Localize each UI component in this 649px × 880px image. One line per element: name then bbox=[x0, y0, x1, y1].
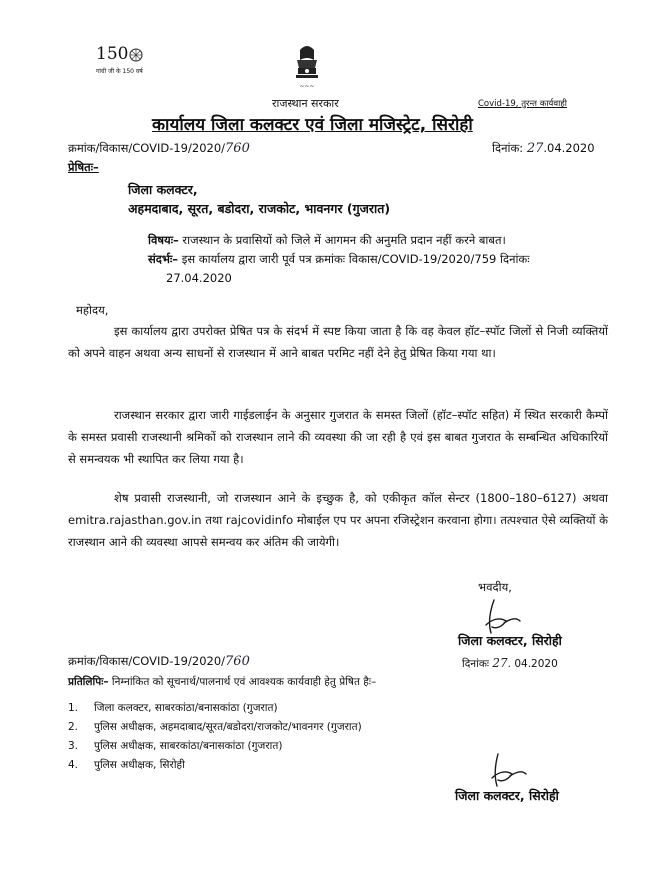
reference-line bbox=[148, 252, 530, 267]
copy-date-label: दिनांकः bbox=[462, 658, 490, 670]
body-paragraph-2: राजस्थान सरकार द्वारा जारी गाईडलाईन के अनुसार गुजरात के समस्त जिलों (हॉट–स्पॉट सहित) में स्थित सरकारी कैम्पों के समस्त प्रवासी राजस्थानी श्रमिकों को राजस्थान लाने की व्यवस्था की जा रही है एवं इस बाबत गुजरात के सम्बन्धित अधिकारियों से समन्वयक भी स्थापित कर लिया गया है। bbox=[68, 408, 608, 466]
date-label: दिनांक: bbox=[492, 141, 524, 155]
list-item: 4. पुलिस अधीक्षक, सिरोही bbox=[68, 759, 185, 771]
covid-tag: Covid-19, तुरन्त कार्यवाही bbox=[478, 99, 567, 109]
copy-ref-number bbox=[68, 654, 250, 669]
list-item: 2. पुलिस अधीक्षक, अहमदाबाद/सूरत/बडोदरा/राजकोट/भावनगर (गुजरात) bbox=[68, 721, 362, 733]
signature-2 bbox=[484, 752, 532, 792]
reference-label: संदर्भः– bbox=[148, 252, 179, 266]
ref-handwritten-number: 760 bbox=[225, 141, 250, 156]
subject-text: राजस्थान के प्रवासियों को जिले में आगमन की अनुमति प्रदान नहीं करने बाबत। bbox=[178, 233, 506, 247]
closing-signatory: जिला कलक्टर, सिरोही bbox=[458, 633, 562, 648]
recipient-line1: जिला कलक्टर, bbox=[128, 182, 198, 197]
body-paragraph-3: शेष प्रवासी राजस्थानी, जो राजस्थान आने के इच्छुक है, को एकीकृत कॉल सेन्टर (1800–180–6127) अथवा emitra.rajasthan.gov.in तथा rajcovidinfo मोबाईल एप पर अपना रजिस्ट्रेशन करवाना होगा। तत्पश्चात ऐसे व्यक्तियों के राजस्थान आने की व्यवस्था आपसे समन्वय कर अंतिम की जायेगी। bbox=[68, 491, 608, 549]
salutation: महोदय, bbox=[76, 303, 109, 317]
subject-label: विषयः– bbox=[148, 233, 179, 247]
ref-prefix: क्रमांक/विकास/COVID-19/2020/ bbox=[68, 141, 226, 155]
recipient-line2: अहमदाबाद, सूरत, बडोदरा, राजकोट, भावनगर (गुजरात) bbox=[128, 201, 391, 216]
pratilipi-text: निम्नांकित को सूचनार्थ/पालनार्थ एवं आवश्यक कार्यवाही हेतु प्रेषित हैः– bbox=[108, 676, 377, 688]
date-handwritten-day: 27 bbox=[526, 141, 544, 156]
pratilipi-line bbox=[68, 675, 376, 689]
date-rest: .04.2020 bbox=[543, 141, 595, 155]
ref-date bbox=[492, 141, 595, 156]
copy-date-handwritten-day: 27 bbox=[492, 656, 508, 670]
bhavdiya: भवदीय, bbox=[478, 580, 512, 594]
copy-ref-prefix: क्रमांक/विकास/COVID-19/2020/ bbox=[68, 654, 226, 668]
logo-150-text: 150 bbox=[96, 44, 129, 64]
gandhi-150-logo bbox=[96, 44, 148, 84]
pratilipi-label: प्रतिलिपिः– bbox=[68, 676, 109, 688]
copy-signatory: जिला कलक्टर, सिरोही bbox=[455, 788, 559, 803]
list-item: 3. पुलिस अधीक्षक, साबरकांठा/बनासकांठा (गुजरात) bbox=[68, 740, 283, 752]
copy-ref-date bbox=[462, 656, 558, 671]
preshit-label: प्रेषितः– bbox=[68, 160, 99, 174]
copy-ref-handwritten-number: 760 bbox=[225, 654, 250, 669]
copy-date-rest: . 04.2020 bbox=[507, 658, 558, 670]
chakra-icon bbox=[129, 48, 143, 62]
reference-date: 27.04.2020 bbox=[166, 271, 232, 285]
reference-text: इस कार्यालय द्वारा जारी पूर्व पत्र क्रमांकः विकास/COVID-19/2020/759 दिनांकः bbox=[178, 252, 530, 266]
ref-number bbox=[68, 141, 250, 156]
body-paragraph-1: इस कार्यालय द्वारा उपरोक्त प्रेषित पत्र के संदर्भ में स्पष्ट किया जाता है कि वह केवल हॉट–स्पॉट जिलों से निजी व्यक्तियों को अपने वाहन अथवा अन्य साधनों से राजस्थान में आने बाबत परमिट नहीं देने हेतु प्रेषित किया गया था। bbox=[68, 324, 608, 360]
office-title: कार्यालय जिला कलक्टर एवं जिला मजिस्ट्रेट, सिरोही bbox=[152, 115, 473, 135]
list-item: 1. जिला कलक्टर, साबरकांठा/बनासकांठा (गुजरात) bbox=[68, 702, 278, 714]
logo-caption: गांधी जी के 150 वर्ष bbox=[96, 68, 143, 75]
subject-line bbox=[148, 233, 506, 248]
svg-text:~~~: ~~~ bbox=[299, 83, 315, 90]
govt-label: राजस्थान सरकार bbox=[272, 97, 339, 110]
ashoka-emblem-icon bbox=[292, 42, 322, 92]
